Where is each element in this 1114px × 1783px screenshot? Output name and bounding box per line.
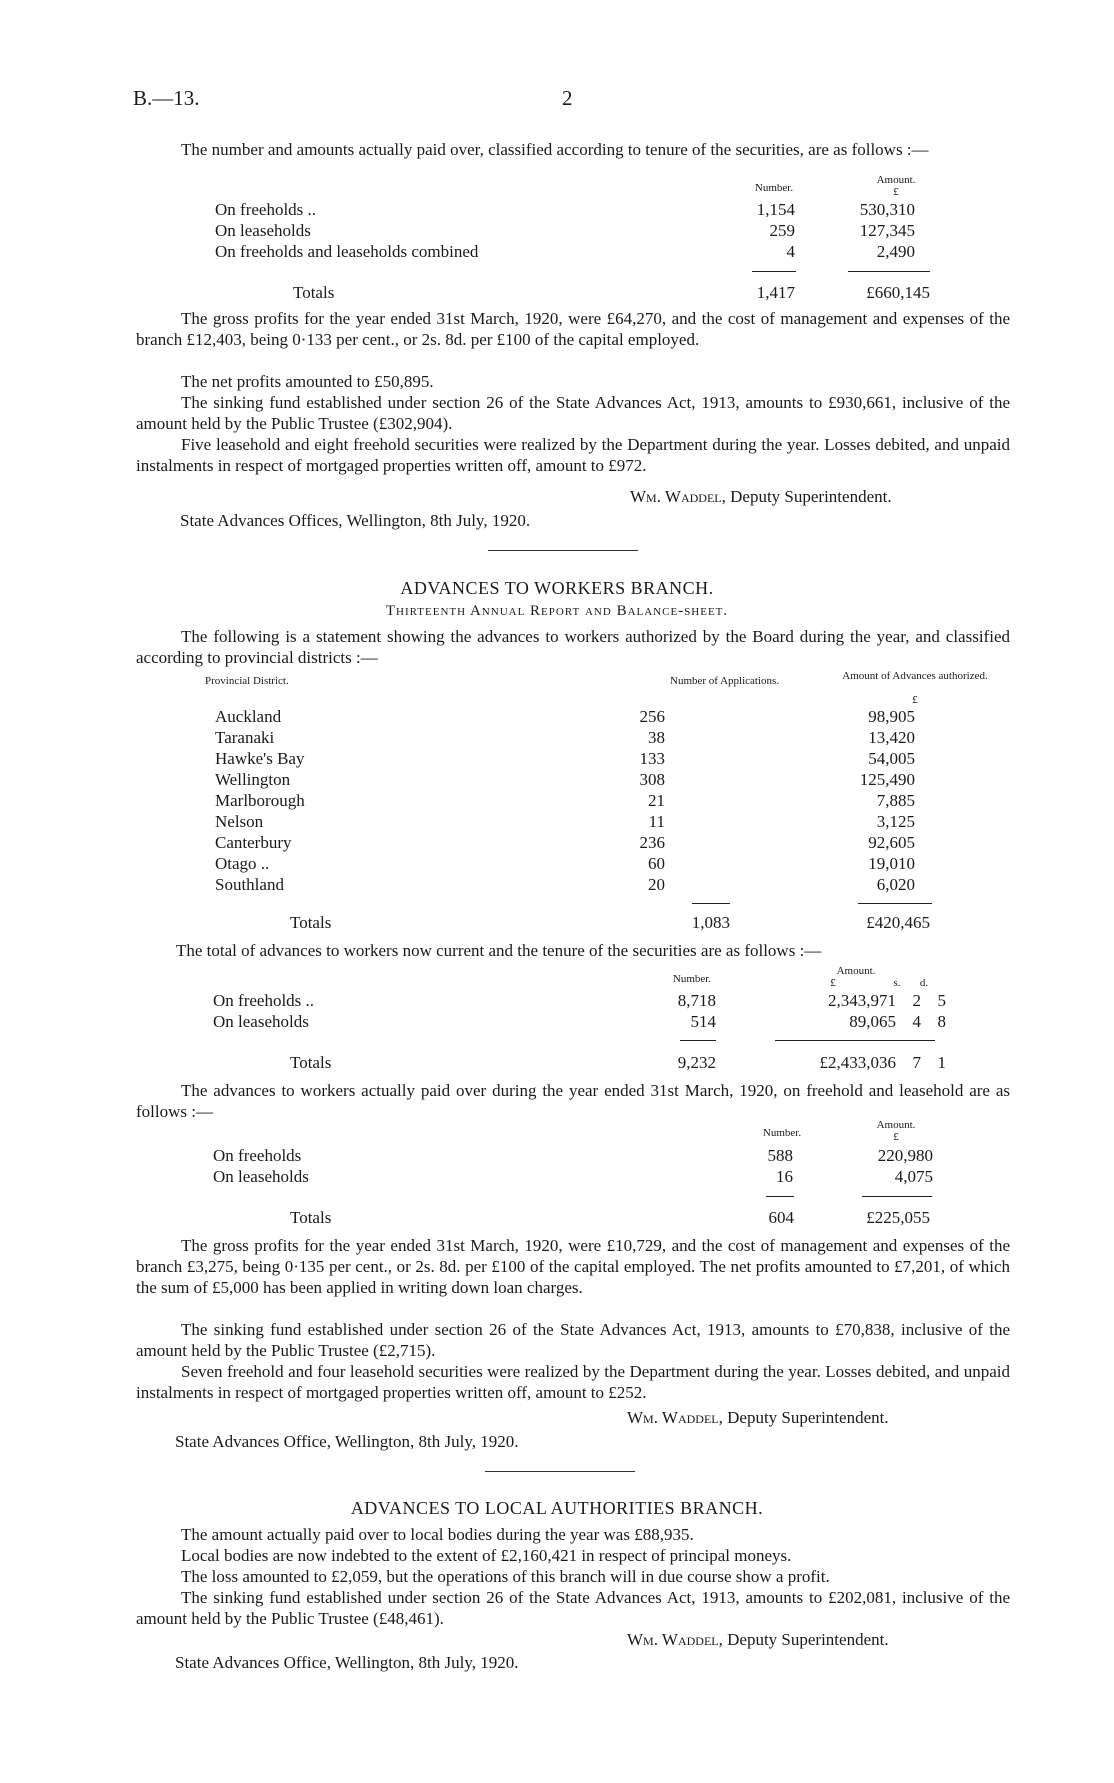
totals-amount: £420,465: [866, 913, 930, 932]
district-name: Marlborough: [215, 791, 305, 810]
signature-name: Wm. Waddel,: [630, 487, 726, 506]
local-paid-paragraph: The amount actually paid over to local bodies during the year was £88,935.: [181, 1525, 694, 1544]
row-shillings: 2: [912, 991, 921, 1010]
application-count: 308: [639, 770, 665, 789]
table-row: [213, 1166, 933, 1187]
row-amount: 2,490: [876, 242, 915, 261]
section-subtitle: Thirteenth Annual Report and Balance-sheet.: [385, 603, 729, 619]
table-row: [215, 811, 915, 832]
signature-name: Wm. Waddel,: [627, 1630, 723, 1649]
row-number: 16: [776, 1167, 793, 1186]
row-number: 259: [769, 221, 795, 240]
totals-applications: 1,083: [691, 913, 730, 932]
application-count: 11: [648, 812, 665, 831]
workers-sinking-fund-paragraph: The sinking fund established under section 26 of the State Advances Act, 1913, amounts to £70,838, inclusive of the amount held by the Public Trustee (£2,715).: [136, 1320, 1010, 1360]
column-header-number: Number.: [672, 973, 712, 985]
office-dateline: State Advances Office, Wellington, 8th July, 1920.: [175, 1432, 519, 1451]
totals-label: Totals: [290, 1053, 332, 1072]
column-header-district: Provincial District.: [205, 675, 289, 687]
row-amount: 220,980: [877, 1146, 933, 1165]
sinking-fund-paragraph: The sinking fund established under section 26 of the State Advances Act, 1913, amounts to £930,661, inclusive of the amount held by the Public Trustee (£302,904).: [136, 393, 1010, 433]
row-number: 514: [690, 1012, 716, 1031]
row-label: On leaseholds: [215, 221, 311, 240]
subtotal-rule: [858, 903, 932, 904]
advance-amount: 6,020: [876, 875, 915, 894]
row-amount: 127,345: [859, 221, 915, 240]
net-profits-paragraph: The net profits amounted to £50,895.: [181, 372, 434, 391]
subtotal-rule: [692, 903, 730, 904]
column-header-shillings: s.: [893, 977, 901, 989]
totals-label: Totals: [290, 1208, 332, 1227]
row-label: On leaseholds: [213, 1012, 309, 1031]
application-count: 256: [639, 707, 665, 726]
row-number: 8,718: [677, 991, 716, 1010]
district-name: Auckland: [215, 707, 282, 726]
districts-table: [215, 706, 915, 895]
totals-shillings: 7: [912, 1053, 921, 1072]
subtotal-rule: [862, 1196, 932, 1197]
row-pence: 8: [937, 1012, 946, 1031]
signature-title: Deputy Superintendent.: [727, 1630, 889, 1649]
row-label: On freeholds and leaseholds combined: [215, 242, 479, 261]
row-label: On freeholds: [213, 1146, 302, 1165]
current-advances-table: [213, 990, 946, 1032]
workers-securities-paragraph: Seven freehold and four leasehold securities were realized by the Department during the year. Losses debited, and unpaid instalments in respect of mortgaged properties written off, amount to £252.: [136, 1362, 1010, 1402]
district-name: Canterbury: [215, 833, 292, 852]
section-divider: [485, 1471, 635, 1472]
totals-pounds: £2,433,036: [819, 1053, 896, 1072]
workers-intro-paragraph: The following is a statement showing the advances to workers authorized by the Board during the year, and classified according to provincial districts :—: [136, 627, 1010, 667]
row-number: 4: [786, 242, 795, 261]
column-header-currency: £: [893, 186, 899, 198]
workers-profits-paragraph: The gross profits for the year ended 31st March, 1920, were £10,729, and the cost of management and expenses of the branch £3,275, being 0·135 per cent., or 2s. 8d. per £100 of the capital employed. The net profits amounted to £7,201, of which the sum of £5,000 has been applied in writing down loan charges.: [136, 1236, 1010, 1297]
totals-amount: £660,145: [866, 283, 930, 302]
column-header-number: Number.: [762, 1127, 802, 1139]
totals-number: 9,232: [677, 1053, 716, 1072]
local-sinking-fund-paragraph: The sinking fund established under section 26 of the State Advances Act, 1913, amounts to £202,081, inclusive of the amount held by the Public Trustee (£48,461).: [136, 1588, 1010, 1628]
page-number: 2: [562, 86, 573, 110]
subtotal-rule: [680, 1040, 716, 1041]
advance-amount: 98,905: [868, 707, 915, 726]
district-name: Taranaki: [215, 728, 275, 747]
row-pounds: 89,065: [849, 1012, 896, 1031]
row-shillings: 4: [912, 1012, 921, 1031]
row-label: On leaseholds: [213, 1167, 309, 1186]
totals-number: 604: [768, 1208, 794, 1227]
column-header-pence: d.: [919, 977, 929, 989]
signature: [627, 1630, 889, 1650]
intro-paragraph: The number and amounts actually paid over, classified according to tenure of the securities, are as follows :—: [181, 140, 929, 159]
column-header-advances-amount: Amount of Advances authorized.: [842, 670, 988, 682]
document-reference: B.—13.: [133, 86, 200, 110]
application-count: 20: [648, 875, 665, 894]
row-number: 588: [767, 1146, 793, 1165]
totals-label: Totals: [290, 913, 332, 932]
application-count: 133: [639, 749, 665, 768]
column-header-amount: Amount.: [836, 965, 876, 977]
table-row: [215, 769, 915, 790]
district-name: Otago ..: [215, 854, 270, 873]
section-title: ADVANCES TO LOCAL AUTHORITIES BRANCH.: [350, 1498, 764, 1518]
subtotal-rule: [752, 271, 796, 272]
paid-advances-table: [213, 1145, 933, 1187]
signature-title: Deputy Superintendent.: [730, 487, 892, 506]
column-header-number: Number.: [754, 182, 794, 194]
row-label: On freeholds ..: [213, 991, 315, 1010]
signature-title: Deputy Superintendent.: [727, 1408, 889, 1427]
advance-amount: 13,420: [868, 728, 915, 747]
column-header-currency: £: [893, 1131, 899, 1143]
advance-amount: 92,605: [868, 833, 915, 852]
advance-amount: 54,005: [868, 749, 915, 768]
securities-realized-paragraph: Five leasehold and eight freehold securities were realized by the Department during the year. Losses debited, and unpaid instalments in respect of mortgaged properties written off, amount to £972.: [136, 435, 1010, 475]
subtotal-rule: [766, 1196, 794, 1197]
totals-pence: 1: [937, 1053, 946, 1072]
table-row: [215, 853, 915, 874]
district-name: Wellington: [215, 770, 291, 789]
advance-amount: 7,885: [876, 791, 915, 810]
table-row: [215, 220, 915, 241]
table-row: [215, 199, 915, 220]
totals-label: Totals: [293, 283, 335, 302]
column-header-applications: Number of Applications.: [670, 675, 780, 687]
profits-paragraph: The gross profits for the year ended 31st March, 1920, were £64,270, and the cost of management and expenses of the branch £12,403, being 0·133 per cent., or 2s. 8d. per £100 of the capital employed.: [136, 309, 1010, 349]
office-dateline: State Advances Offices, Wellington, 8th July, 1920.: [180, 511, 531, 530]
securities-table: [215, 199, 915, 262]
column-header-amount: Amount.: [876, 1119, 916, 1131]
current-intro-paragraph: The total of advances to workers now current and the tenure of the securities are as follows :—: [176, 941, 822, 960]
row-pounds: 2,343,971: [828, 991, 896, 1010]
signature: [630, 487, 892, 507]
row-pence: 5: [937, 991, 946, 1010]
section-divider: [488, 550, 638, 551]
signature-name: Wm. Waddel,: [627, 1408, 723, 1427]
table-row: [215, 241, 915, 262]
local-loss-paragraph: The loss amounted to £2,059, but the operations of this branch will in due course show a profit.: [181, 1567, 830, 1586]
table-row: [215, 832, 915, 853]
district-name: Hawke's Bay: [215, 749, 305, 768]
application-count: 38: [648, 728, 665, 747]
table-row: [213, 990, 946, 1011]
application-count: 60: [648, 854, 665, 873]
table-row: [215, 706, 915, 727]
totals-number: 1,417: [756, 283, 795, 302]
office-dateline: State Advances Office, Wellington, 8th July, 1920.: [175, 1653, 519, 1672]
district-name: Nelson: [215, 812, 264, 831]
section-title: ADVANCES TO WORKERS BRANCH.: [400, 578, 714, 598]
advance-amount: 19,010: [868, 854, 915, 873]
table-row: [213, 1145, 933, 1166]
table-row: [215, 874, 915, 895]
paid-intro-paragraph: The advances to workers actually paid over during the year ended 31st March, 1920, on freehold and leasehold are as follows :—: [136, 1081, 1010, 1121]
table-row: [215, 748, 915, 769]
advance-amount: 3,125: [876, 812, 915, 831]
signature: [627, 1408, 889, 1428]
application-count: 21: [648, 791, 665, 810]
application-count: 236: [639, 833, 665, 852]
subtotal-rule: [775, 1040, 935, 1041]
totals-amount: £225,055: [866, 1208, 930, 1227]
subtotal-rule: [848, 271, 930, 272]
table-row: [215, 727, 915, 748]
row-amount: 4,075: [894, 1167, 933, 1186]
row-label: On freeholds ..: [215, 200, 317, 219]
table-row: [215, 790, 915, 811]
column-header-currency: £: [912, 694, 918, 706]
local-indebted-paragraph: Local bodies are now indebted to the extent of £2,160,421 in respect of principal moneys.: [181, 1546, 792, 1565]
table-row: [213, 1011, 946, 1032]
advance-amount: 125,490: [859, 770, 915, 789]
district-name: Southland: [215, 875, 284, 894]
column-header-pounds: £: [830, 977, 836, 989]
column-header-amount: Amount.: [876, 174, 916, 186]
row-amount: 530,310: [859, 200, 915, 219]
row-number: 1,154: [756, 200, 795, 219]
